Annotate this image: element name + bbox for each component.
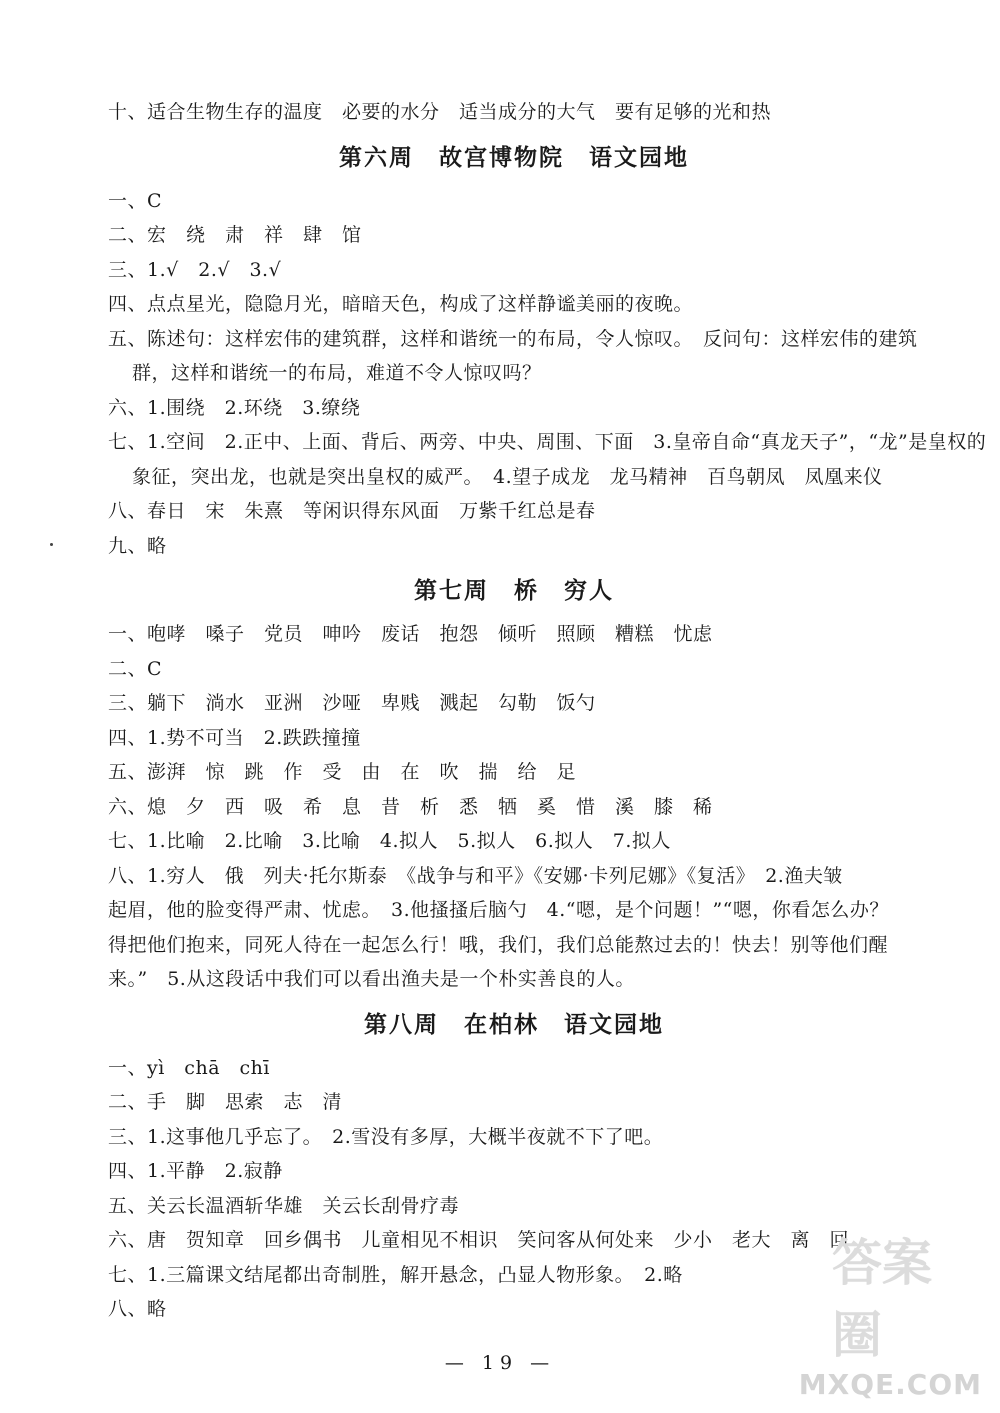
answer-line: 三、1.这事他几乎忘了。 2.雪没有多厚，大概半夜就不下了吧。 [108, 1125, 664, 1148]
watermark-logo [798, 1234, 982, 1401]
answer-line-continued: 群，这样和谐统一的布局，难道不令人惊叹吗？ [132, 362, 542, 384]
answer-line: 四、点点星光，隐隐月光，暗暗天色，构成了这样静谧美丽的夜晚。 [108, 293, 694, 315]
answer-line-continued: 起眉，他的脸变得严肃、忧虑。 3.他搔搔后脑勺 4.“嗯，是个问题！”“嗯，你看怎么办？ [108, 899, 889, 921]
answer-line: 六、唐 贺知章 回乡偶书 儿童相见不相识 笑问客从何处来 少小 老大 离 回 [108, 1229, 850, 1251]
watermark-url-text: MXQE.COM [798, 1368, 982, 1401]
answer-line: 七、1.比喻 2.比喻 3.比喻 4.拟人 5.拟人 6.拟人 7.拟人 [108, 830, 671, 852]
answer-line: 二、C [108, 657, 163, 680]
answer-line: 七、1.三篇课文结尾都出奇制胜，解开悬念，凸显人物形象。 2.略 [108, 1263, 683, 1286]
answer-line: 八、略 [108, 1298, 167, 1320]
answer-line: 四、1.平静 2.寂静 [108, 1160, 283, 1182]
answer-line: 五、澎湃 惊 跳 作 受 由 在 吹 揣 给 足 [108, 761, 577, 783]
answer-line-continued: 象征，突出龙，也就是突出皇权的威严。 4.望子成龙 龙马精神 百鸟朝凤 凤凰来仪 [132, 465, 883, 488]
answer-content [108, 95, 987, 1327]
section-title-week8: 第八周 在柏林 语文园地 [364, 1011, 664, 1038]
answer-line: 一、C [108, 189, 163, 212]
answer-line: 一、yì chā chī [108, 1056, 270, 1079]
answer-line: 八、春日 宋 朱熹 等闲识得东风面 万紫千红总是春 [108, 500, 596, 522]
answer-line: 七、1.空间 2.正中、上面、背后、两旁、中央、周围、下面 3.皇帝自命“真龙天子”，“龙”是皇权的 [108, 431, 987, 453]
answer-line: 四、1.势不可当 2.跌跌撞撞 [108, 726, 361, 749]
answer-line: 九、略 [108, 534, 167, 557]
answer-line: 六、熄 夕 西 吸 希 息 昔 析 悉 牺 奚 惜 溪 膝 稀 [108, 795, 713, 818]
answer-line: 六、1.围绕 2.环绕 3.缭绕 [108, 396, 361, 419]
answer-line: 五、陈述句：这样宏伟的建筑群，这样和谐统一的布局，令人惊叹。 反问句：这样宏伟的建筑 [108, 327, 918, 350]
answer-line: 八、1.穷人 俄 列夫·托尔斯泰 《战争与和平》《安娜·卡列尼娜》《复活》 2.渔夫皱 [108, 864, 843, 887]
answer-line: 三、躺下 淌水 亚洲 沙哑 卑贱 溅起 勾勒 饭勺 [108, 692, 596, 714]
answer-line-continued: 来。” 5.从这段话中我们可以看出渔夫是一个朴实善良的人。 [108, 968, 635, 990]
answer-line: 五、关云长温酒斩华雄 关云长刮骨疗毒 [108, 1194, 460, 1217]
stray-dot [50, 543, 53, 546]
answer-line: 二、宏 绕 肃 祥 肆 馆 [108, 224, 362, 246]
answer-line: 二、手 脚 思索 志 清 [108, 1091, 343, 1113]
page-number: — 19 — [444, 1352, 556, 1374]
answer-line: 三、1.√ 2.√ 3.√ [108, 258, 282, 281]
section-title-week7: 第七周 桥 穷人 [414, 578, 614, 604]
watermark-top-text: 答案圈 [832, 1234, 932, 1364]
answer-line: 一、咆哮 嗓子 党员 呻吟 废话 抱怨 倾听 照顾 糟糕 忧虑 [108, 623, 713, 645]
answer-line-10: 十、适合生物生存的温度 必要的水分 适当成分的大气 要有足够的光和热 [108, 101, 772, 123]
answer-line-continued: 得把他们抱来，同死人待在一起怎么行！哦，我们，我们总能熬过去的！快去！别等他们醒 [108, 933, 889, 956]
section-title-week6: 第六周 故宫博物院 语文园地 [339, 144, 689, 171]
